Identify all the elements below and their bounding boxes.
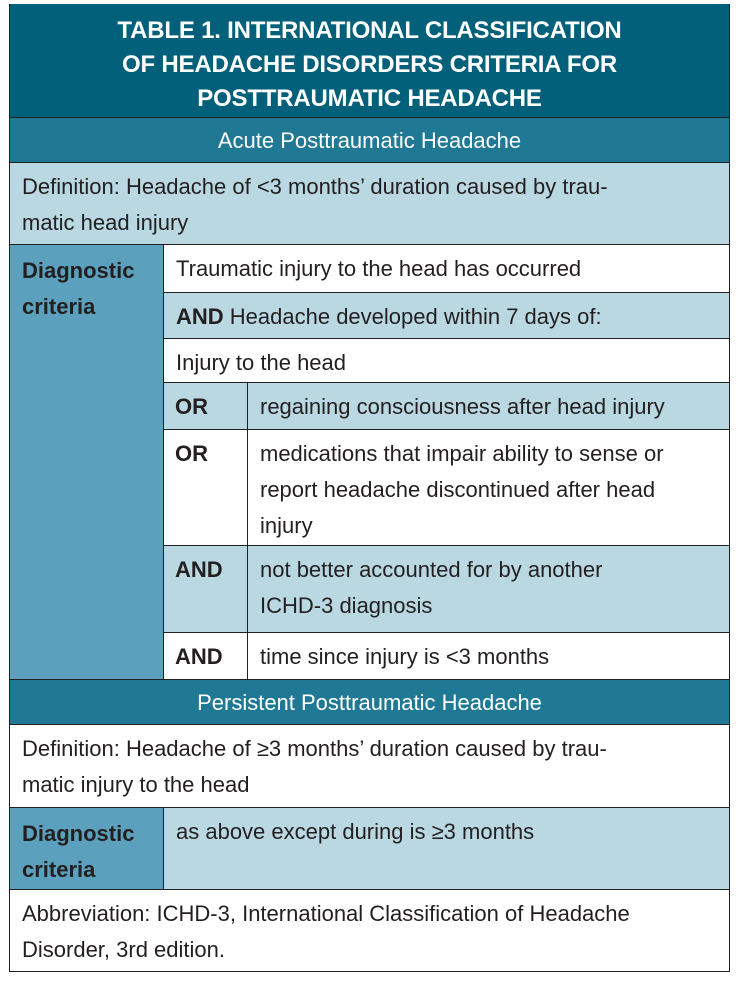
criteria-text: time since injury is <3 months (260, 644, 550, 669)
title-line-1: TABLE 1. INTERNATIONAL CLASSIFICATION (117, 17, 622, 44)
criteria-table (9, 4, 730, 972)
title-line-3: POSTTRAUMATIC HEADACHE (197, 85, 542, 112)
criteria-text (248, 430, 729, 545)
criteria-text: regaining consciousness after head injury (260, 394, 665, 419)
criteria-row (164, 430, 729, 546)
criteria-operator: OR (164, 430, 248, 545)
criteria-text: as above except during is ≥3 months (176, 819, 535, 844)
persistent-criteria-rows (164, 808, 729, 889)
table-title (10, 4, 729, 118)
criteria-text (248, 546, 729, 632)
criteria-text-group (164, 293, 614, 338)
label-line-1: Diagnostic (22, 821, 135, 846)
persistent-criteria-label (10, 808, 164, 889)
acute-criteria (10, 245, 729, 680)
persistent-section-header: Persistent Posttraumatic Headache (10, 680, 729, 725)
footnote-line-2: Disorder, 3rd edition. (22, 937, 225, 962)
acute-definition-line-1: Definition: Headache of <3 months’ duration caused by trau- (22, 174, 608, 199)
acute-definition (10, 163, 729, 245)
criteria-text: Headache developed within 7 days of: (223, 304, 602, 329)
footnote-line-1: Abbreviation: ICHD-3, International Classification of Headache (22, 901, 630, 926)
acute-criteria-rows (164, 245, 729, 679)
criteria-row (164, 293, 729, 339)
text-line: not better accounted for by another (260, 557, 603, 582)
acute-criteria-label (10, 245, 164, 679)
criteria-operator: AND (176, 304, 224, 329)
text-line: report headache discontinued after head (260, 477, 656, 502)
text-line: ICHD-3 diagnosis (260, 593, 433, 618)
criteria-text: Traumatic injury to the head has occurred (176, 256, 582, 281)
persistent-definition-line-1: Definition: Headache of ≥3 months’ duration caused by trau- (22, 736, 607, 761)
acute-definition-line-2: matic head injury (22, 210, 189, 235)
criteria-operator: AND (164, 546, 248, 632)
label-line-2: criteria (22, 294, 96, 319)
criteria-row (164, 339, 729, 383)
criteria-row (164, 546, 729, 633)
criteria-operator: OR (164, 383, 248, 429)
criteria-row (164, 383, 729, 430)
persistent-criteria (10, 808, 729, 890)
text-line: medications that impair ability to sense or (260, 441, 664, 466)
persistent-definition-line-2: matic injury to the head (22, 772, 250, 797)
label-line-2: criteria (22, 857, 96, 882)
persistent-definition (10, 725, 729, 808)
acute-section-header: Acute Posttraumatic Headache (10, 118, 729, 163)
criteria-row (164, 245, 729, 293)
criteria-row (164, 633, 729, 679)
criteria-text: Injury to the head (176, 350, 347, 375)
text-line: injury (260, 513, 313, 538)
footnote (10, 890, 729, 971)
criteria-operator: AND (164, 633, 248, 679)
title-line-2: OF HEADACHE DISORDERS CRITERIA FOR (122, 51, 617, 78)
label-line-1: Diagnostic (22, 258, 135, 283)
